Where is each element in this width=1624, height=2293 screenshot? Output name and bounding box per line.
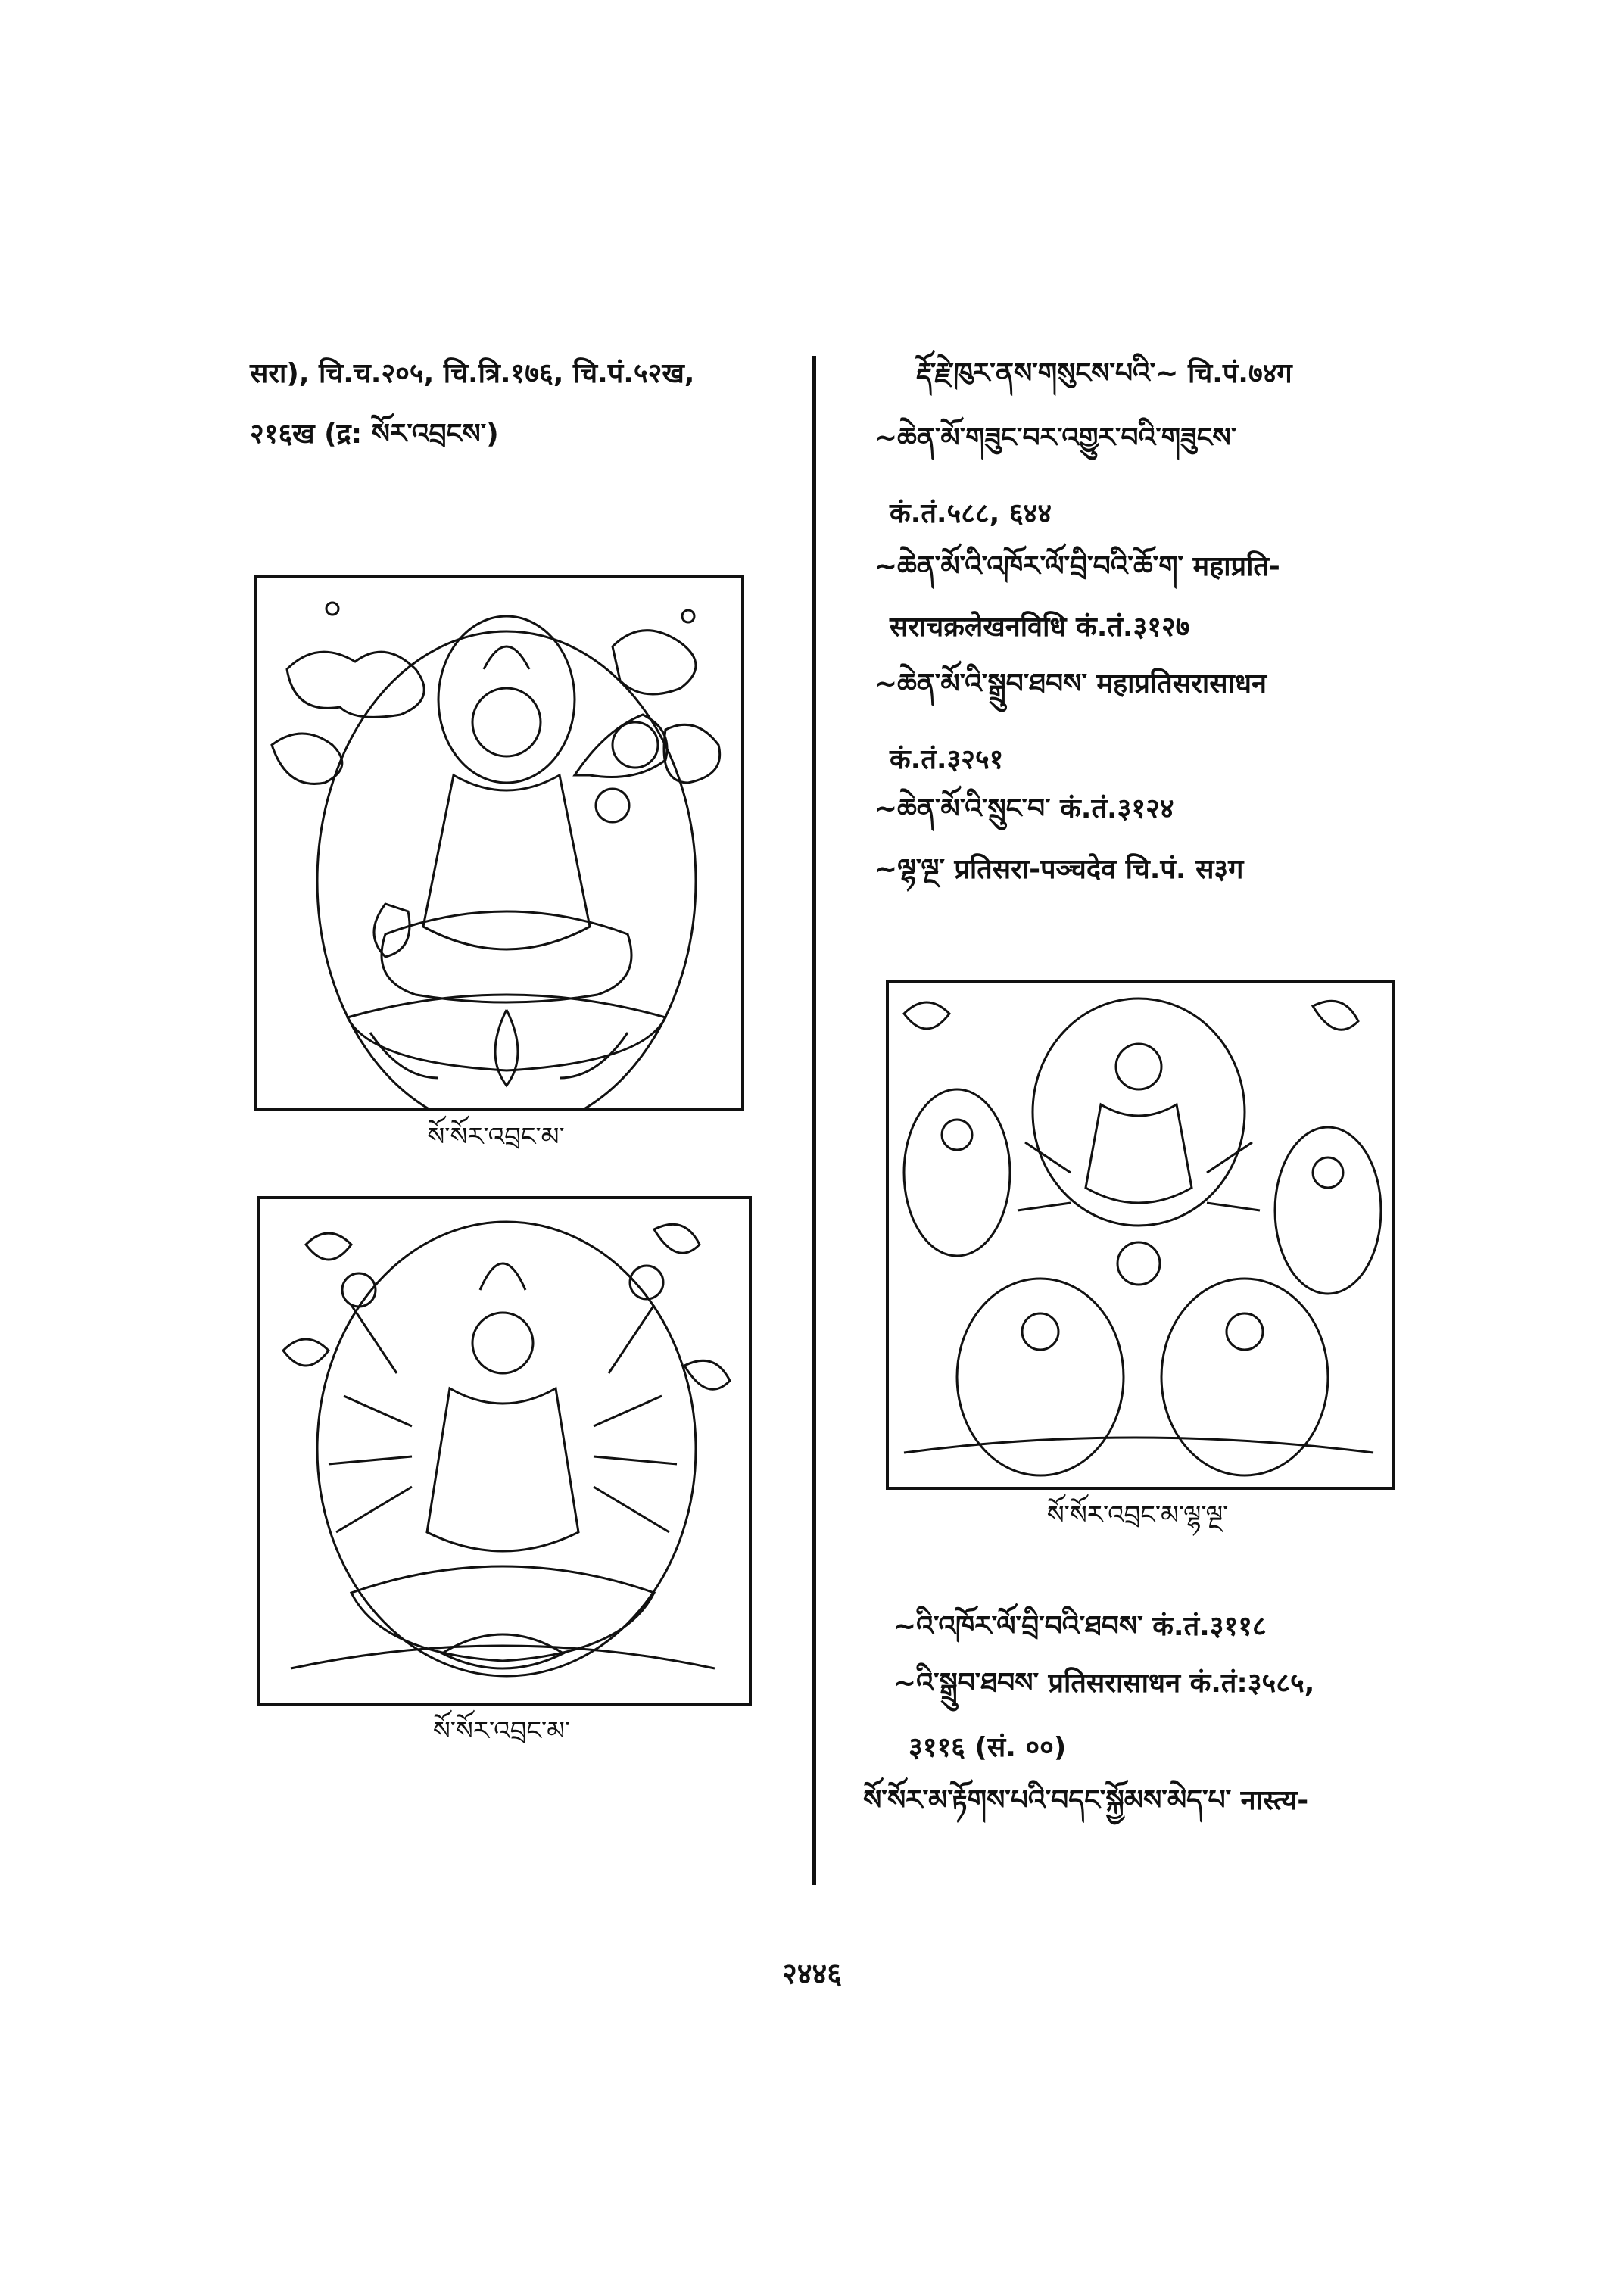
deity-illustration-1	[257, 578, 741, 1108]
left-line-2: २१६ख (द्र: སོར་འབྲངས་)	[250, 419, 499, 450]
figure-2-caption: སོ་སོར་འབྲང་མ་	[432, 1716, 571, 1746]
right-entry-4: ~ཆེན་མོ་འི་འཁོར་ལོ་བྲི་བའི་ཆོ་ག་ महाप्रति-	[874, 551, 1280, 582]
left-line-1: सरा), चि.च.२०५, चि.त्रि.१७६, चि.पं.५२ख,	[250, 358, 695, 389]
right-entry-2: ~ཆེན་མོ་གཟུང་བར་འགྱུར་བའི་གཟུངས་	[874, 422, 1237, 453]
right-entry-6: ~ཆེན་མོ་འི་སྒྲུབ་ཐབས་ महाप्रतिसरासाधन	[874, 668, 1267, 699]
right-entry-13: སོ་སོར་མ་རྟོགས་པའི་བདང་སྐྱོམས་མེད་པ་ नास्त्य-	[863, 1785, 1309, 1816]
figure-seated-deity	[254, 575, 744, 1111]
figure-multi-armed-deity	[257, 1196, 752, 1706]
right-entry-8: ~ཆེན་མོ་འི་སྲུང་བ་ कं.तं.३१२४	[874, 793, 1174, 824]
right-entry-7: कं.तं.३२५१	[890, 744, 1004, 775]
deity-illustration-3	[889, 983, 1392, 1487]
figure-1-caption: སོ་སོར་འབྲང་མ་	[427, 1122, 565, 1152]
column-divider	[812, 356, 816, 1885]
right-entry-11: ~འི་སྒྲུབ་ཐབས་ प्रतिसरासाधन कं.तं:३५८५,	[893, 1668, 1315, 1699]
page-number: २४४६	[781, 1957, 843, 1990]
right-entry-9: ~ལྷ་ལྔ་ प्रतिसरा-पञ्चदेव चि.पं. स३ग	[874, 854, 1244, 885]
right-entry-3: कं.तं.५८८, ६४४	[890, 498, 1052, 529]
figure-3-caption: སོ་སོར་འབྲང་མ་ལྷ་ལྔ་	[1046, 1500, 1229, 1531]
figure-five-deities	[886, 980, 1395, 1490]
right-entry-10: ~འི་འཁོར་ལོ་བྲི་བའི་ཐབས་ कं.तं.३११८	[893, 1611, 1267, 1642]
right-entry-12: ३११६ (सं. ००)	[909, 1732, 1067, 1763]
right-entry-1: རྡོ་རྗེ་ཁུར་ནས་གསུངས་པའི་~ चि.पं.७४ग	[916, 358, 1292, 389]
right-entry-5: सराचक्रलेखनविधि कं.तं.३१२७	[890, 612, 1190, 643]
deity-illustration-2	[260, 1199, 749, 1703]
